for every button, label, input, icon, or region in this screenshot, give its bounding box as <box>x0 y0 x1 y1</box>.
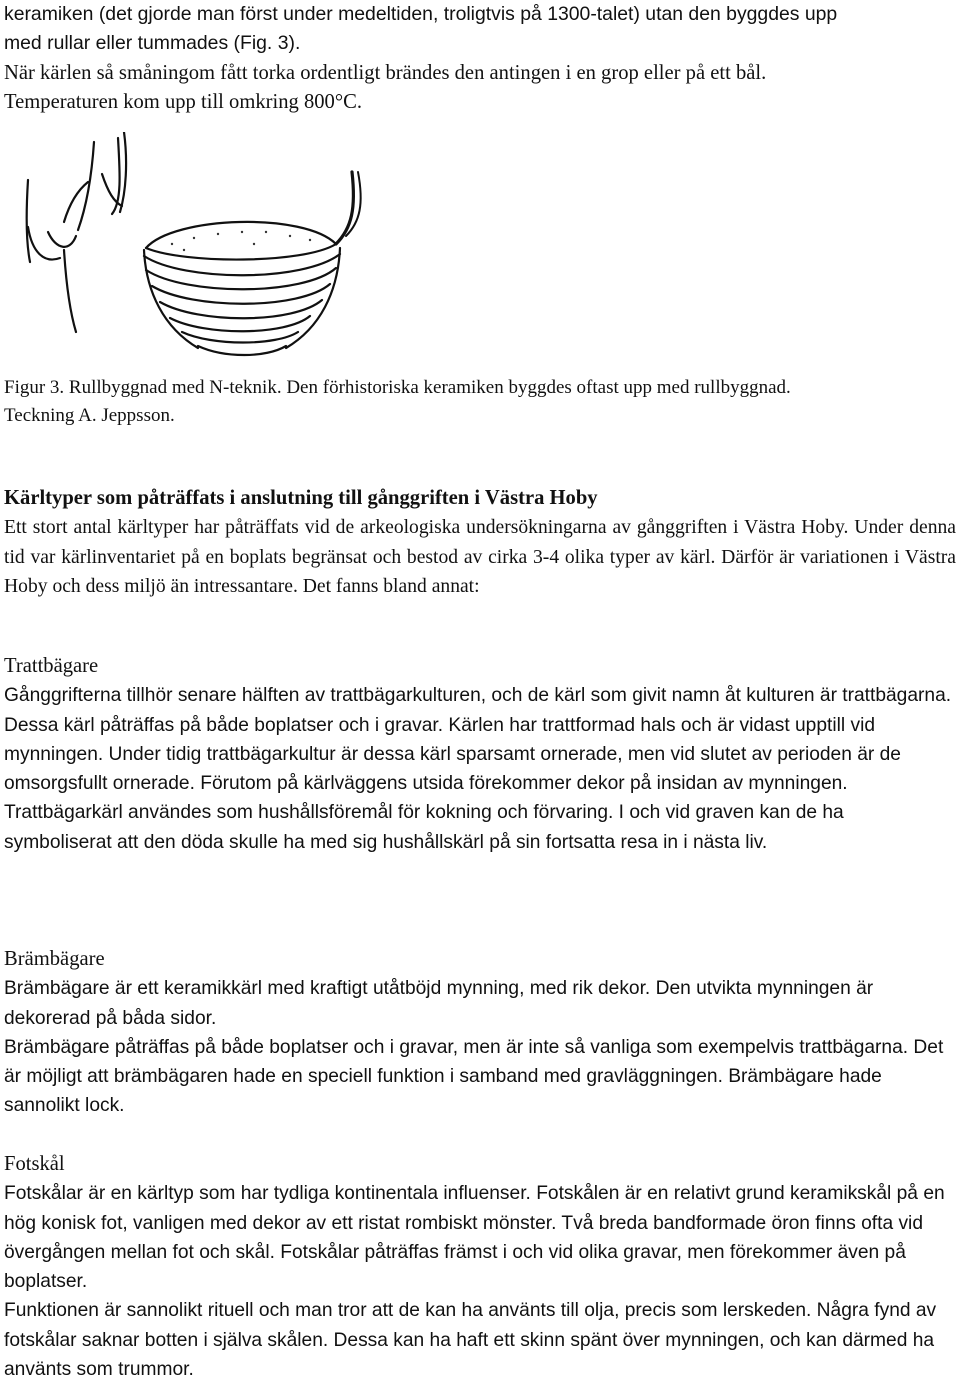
pottery-coil-drawing <box>4 132 404 368</box>
body-paragraph: Gånggrifterna tillhör senare hälften av trattbägarkulturen, och de kärl som givit namn åt kulturen är trattbägarna. Dessa kärl påträffas på både boplatser och i gravar. Kärlen har trattformad hals och är vidast upptill vid mynningen. Under tidig trattbägarkultur är dessa kärl sparsamt ornerade, men vid slutet av perioden är de omsorgsfullt ornerade. Förutom på kärlväggens utsida förekommer dekor på insidan av mynningen. <box>4 685 952 795</box>
bowl-coil <box>152 284 330 304</box>
body-paragraph: Brämbägare påträffas på både boplatser och i gravar, men är inte så vanliga som exempelvis trattbägarna. Det är möjligt att brämbägaren hade en speciell funktion i samband med gravläggningen. Brämbägare hade sannolikt lock. <box>4 1036 944 1117</box>
finger-outline <box>48 232 76 247</box>
subsection-brambagare <box>4 945 956 1121</box>
body-paragraph: Brämbägare är ett keramikkärl med kraftigt utåtböjd mynning, med rik dekor. Den utvikta mynningen är dekorerad på båda sidor. <box>4 978 874 1029</box>
section-vessel-types <box>4 484 956 601</box>
intro-line: När kärlen så småningom fått torka ordentligt brändes den antingen i en grop eller på ett bål. <box>4 61 767 84</box>
bowl-rim <box>146 222 336 248</box>
subsection-body <box>4 681 956 857</box>
figure-caption <box>4 374 791 429</box>
section-intro-text: Ett stort antal kärltyper har påträffats vid de arkeologiska undersökningarna av gånggriften i Västra Hoby. Under denna tid var kärlinventariet på en boplats begränsat och bestod av cirka 3-4 olika typer av kärl. Därför är variationen i Västra Hoby och dess miljö än intressantare. Det fanns bland annat: <box>4 517 956 597</box>
coil-strand <box>336 172 353 244</box>
bowl-coil <box>146 268 336 289</box>
section-title: Kärltyper som påträffats i anslutning till gånggriften i Västra Hoby <box>4 487 598 509</box>
bowl-coil <box>144 254 340 275</box>
intro-line: Temperaturen kom upp till omkring 800°C. <box>4 90 362 113</box>
bowl-rim <box>146 244 336 260</box>
body-paragraph: Trattbägarkärl användes som hushållsföremål för kokning och förvaring. I och vid graven kan de ha symboliserat att den döda skulle ha med sig hushållskärl på sin fortsatta resa in i nästa liv. <box>4 802 844 853</box>
finger-outline <box>78 142 94 230</box>
subsection-body <box>4 974 956 1120</box>
intro-line: med rullar eller tummades (Fig. 3). <box>4 32 301 55</box>
finger-outline <box>64 182 88 222</box>
subsection-fotskal <box>4 1150 956 1384</box>
intro-paragraph <box>4 0 837 117</box>
bowl-base <box>198 346 286 355</box>
body-paragraph: Fotskålar är en kärltyp som har tydliga kontinentala influenser. Fotskålen är en relativt grund keramikskål på en hög konisk fot, vanligen med dekor av ett ristat rombiskt mönster. Två breda bandformade öron finns ofta vid övergången mellan fot och skål. Fotskålar påträffas främst i och vid olika gravar, men förekommer även på boplatser. <box>4 1183 945 1293</box>
subsection-trattbagare <box>4 652 956 857</box>
bowl-coil <box>182 332 298 343</box>
finger-outline <box>27 180 30 262</box>
subsection-title: Brämbägare <box>4 948 105 970</box>
subsection-body <box>4 1179 956 1384</box>
intro-line: keramiken (det gjorde man först under medeltiden, troligtvis på 1300-talet) utan den byggdes upp <box>4 3 838 25</box>
finger-outline <box>120 132 126 212</box>
figure-caption-line: Figur 3. Rullbyggnad med N-teknik. Den förhistoriska keramiken byggdes oftast upp med rullbyggnad. <box>4 377 791 398</box>
body-paragraph: Funktionen är sannolikt rituell och man tror att de kan ha använts till olja, precis som lerskeden. Några fynd av fotskålar saknar botten i själva skålen. Dessa kan ha haft ett skinn spänt över mynningen, och kan därmed ha använts som trummor. <box>4 1300 937 1381</box>
subsection-title: Trattbägare <box>4 655 99 677</box>
finger-outline <box>64 250 76 332</box>
subsection-title: Fotskål <box>4 1153 65 1175</box>
figure-caption-line: Teckning A. Jeppsson. <box>4 404 175 426</box>
